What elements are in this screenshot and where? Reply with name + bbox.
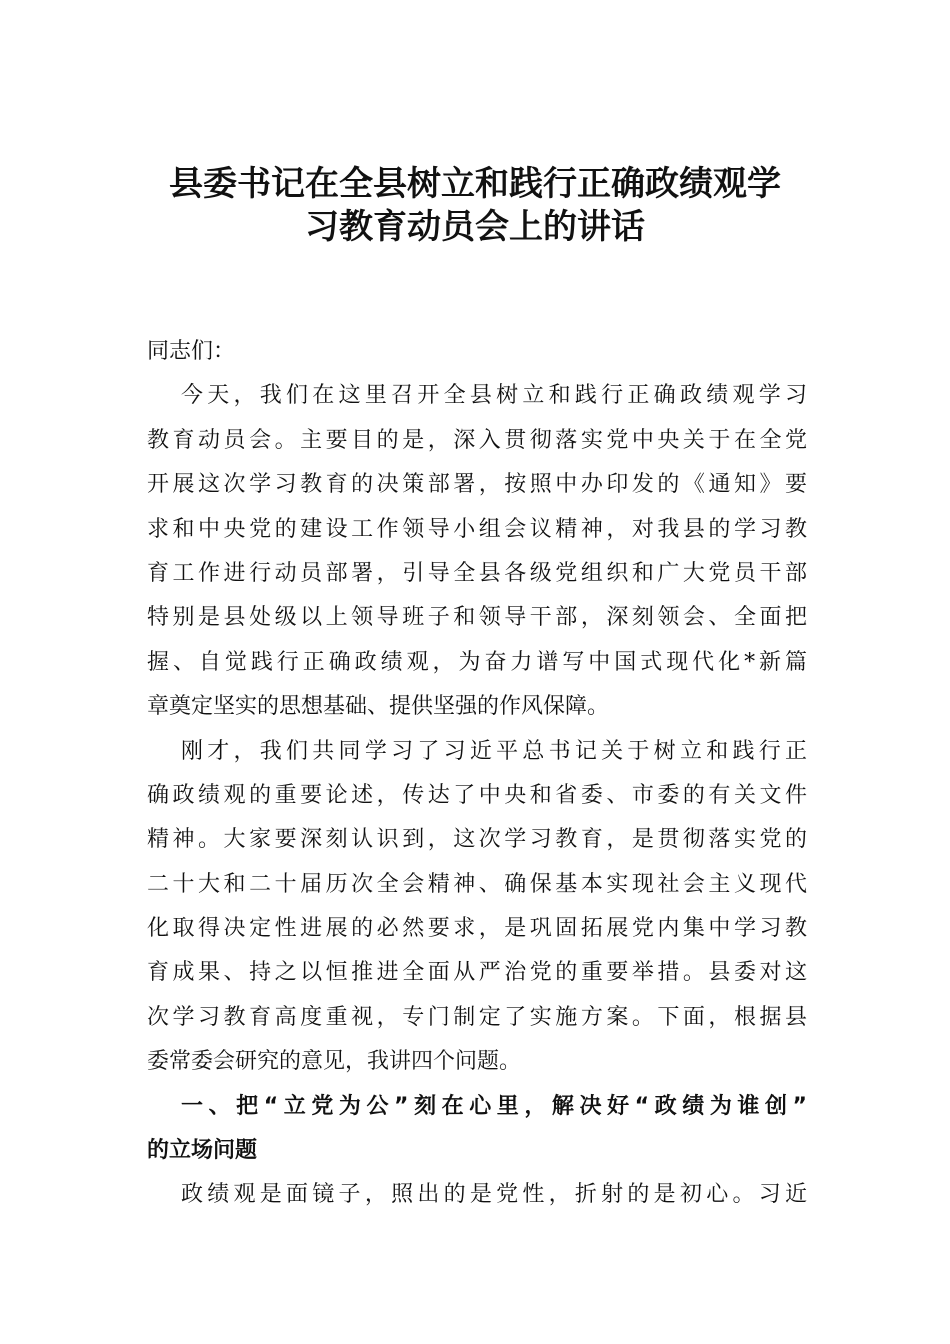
document-title bbox=[0, 163, 950, 249]
text-line: 委常委会研究的意见，我讲四个问题。 bbox=[147, 1049, 522, 1075]
title-line: 县委书记在全县树立和践行正确政绩观学 bbox=[169, 164, 781, 204]
text-line: 求和中央党的建设工作领导小组会议精神，对我县的学习教 bbox=[147, 516, 807, 542]
text-line: 教育动员会。主要目的是，深入贯彻落实党中央关于在全党 bbox=[147, 427, 807, 453]
section-heading-1 bbox=[147, 1085, 807, 1174]
text-line: 握、自觉践行正确政绩观，为奋力谱写中国式现代化*新篇 bbox=[147, 649, 807, 675]
salutation: 同志们： bbox=[147, 339, 236, 364]
text-line: 刚才，我们共同学习了习近平总书记关于树立和践行正 bbox=[181, 738, 807, 764]
text-line: 二十大和二十届历次全会精神、确保基本实现社会主义现代 bbox=[147, 871, 807, 897]
heading-line: 一、把“立党为公”刻在心里，解决好“政绩为谁创” bbox=[181, 1093, 807, 1119]
text-line: 特别是县处级以上领导班子和领导干部，深刻领会、全面把 bbox=[147, 605, 807, 631]
text-line: 化取得决定性进展的必然要求，是巩固拓展党内集中学习教 bbox=[147, 916, 807, 942]
text-line: 育工作进行动员部署，引导全县各级党组织和广大党员干部 bbox=[147, 560, 807, 586]
text-line: 开展这次学习教育的决策部署，按照中办印发的《通知》要 bbox=[147, 472, 807, 498]
text-line: 育成果、持之以恒推进全面从严治党的重要举措。县委对这 bbox=[147, 960, 807, 986]
text-line: 次学习教育高度重视，专门制定了实施方案。下面，根据县 bbox=[147, 1004, 807, 1030]
title-line: 习教育动员会上的讲话 bbox=[305, 207, 645, 247]
text-line: 政绩观是面镜子，照出的是党性，折射的是初心。习近 bbox=[181, 1182, 807, 1208]
document-body bbox=[147, 330, 807, 1218]
text-line: 确政绩观的重要论述，传达了中央和省委、市委的有关文件 bbox=[147, 782, 807, 808]
text-line: 精神。大家要深刻认识到，这次学习教育，是贯彻落实党的 bbox=[147, 827, 807, 853]
paragraph-1 bbox=[147, 374, 807, 729]
text-line: 章奠定坚实的思想基础、提供坚强的作风保障。 bbox=[147, 694, 610, 720]
heading-line: 的立场问题 bbox=[147, 1138, 258, 1164]
paragraph-2 bbox=[147, 730, 807, 1085]
paragraph-3 bbox=[147, 1173, 807, 1217]
text-line: 今天，我们在这里召开全县树立和践行正确政绩观学习 bbox=[181, 383, 807, 409]
